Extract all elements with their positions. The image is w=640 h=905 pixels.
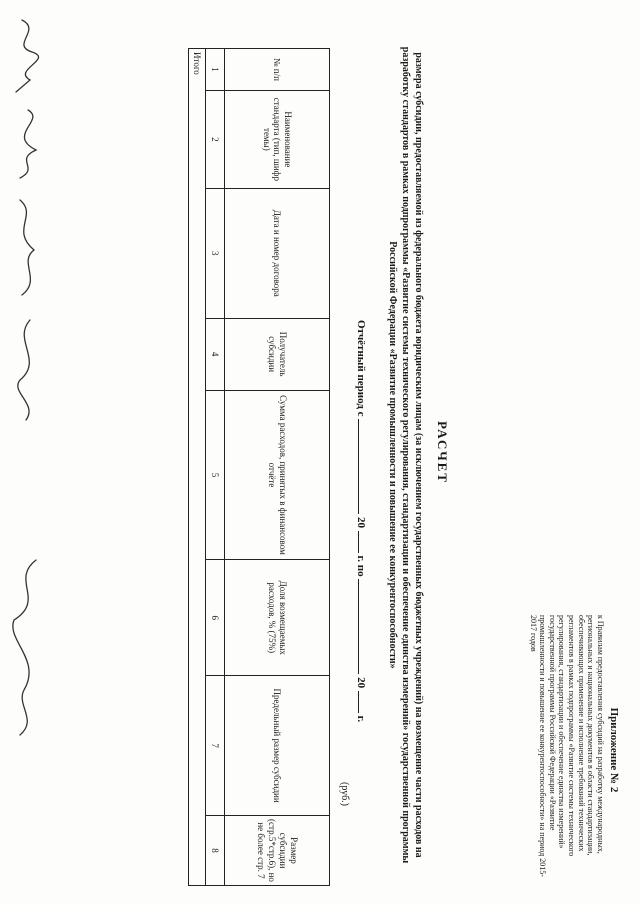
handwritten-signatures [2,0,50,905]
appendix-block [528,615,620,885]
column-number: 1 [206,49,225,91]
document-subject: размера субсидии, предоставляемой из федерального бюджета юридическим лицам (за исключением государственных бюджетных учреждений) на возмещение части расходов на разработку стандартов в рамках подпрограммы «Развитие системы технического регулирования, стандартизации и обеспечение единства измерений» государственной программы Российской Федерации «Развитие промышленности и повышение ее конкурентоспособности» [387,46,424,864]
signature-stroke [20,200,34,295]
signature-stroke [16,20,39,92]
header-cell: Сумма расходов, принятых в финансовом отчёте [225,390,330,560]
column-number: 2 [206,90,225,188]
reporting-period [355,320,370,880]
period-label: Отчётный период с [355,320,367,417]
column-number: 7 [206,676,225,816]
table-header-row [225,49,330,886]
currency-unit: (руб.) [339,782,350,806]
signature-stroke [20,110,36,178]
header-cell: № п/п [225,49,330,91]
appendix-text: к Правилам предоставления субсидий на разработку международных, региональных и национальных документов в области стандартизации, обеспечивающих применение и исполнение требований технических регламентов в рамках подпрограммы «Развитие системы технического регулирования, стандартизации и обеспечение единства измерений» государственной программы Российской Федерации «Развитие промышленности и повышение ее конкурентоспособности» на период 2015-2017 годов [528,615,605,877]
total-label: Итого [189,49,206,886]
period-to-label: г. по [355,555,367,577]
subsidy-calculation-table [188,48,330,886]
period-year-end-blank [358,691,370,713]
header-cell: Получатель субсидии [225,318,330,390]
period-year-start-blank [358,531,370,553]
header-cell: Доля возмещаемых расходов, % (75%) [225,560,330,676]
header-cell: Размер субсидии (стр.5*стр.6), но не более стр. 7 [225,815,330,885]
column-number: 5 [206,390,225,560]
signature-stroke [18,320,30,420]
column-number: 4 [206,318,225,390]
period-year-end: 20 [355,677,367,689]
column-number: 8 [206,815,225,885]
period-end-label: г. [355,715,367,723]
column-number: 6 [206,560,225,676]
period-end-blank [358,579,370,674]
appendix-heading: Приложение № 2 [608,707,620,793]
period-year-start: 20 [355,517,367,529]
column-number: 3 [206,188,225,318]
header-cell: Дата и номер договора [225,188,330,318]
header-cell: Предельный размер субсидии [225,676,330,816]
period-start-blank [358,419,370,514]
header-cell: Наименование стандарта (тип, шифр темы) [225,90,330,188]
document-title: РАСЧЕТ [435,421,450,484]
total-row [189,49,206,886]
column-number-row [206,49,225,886]
signature-stroke [13,560,36,735]
